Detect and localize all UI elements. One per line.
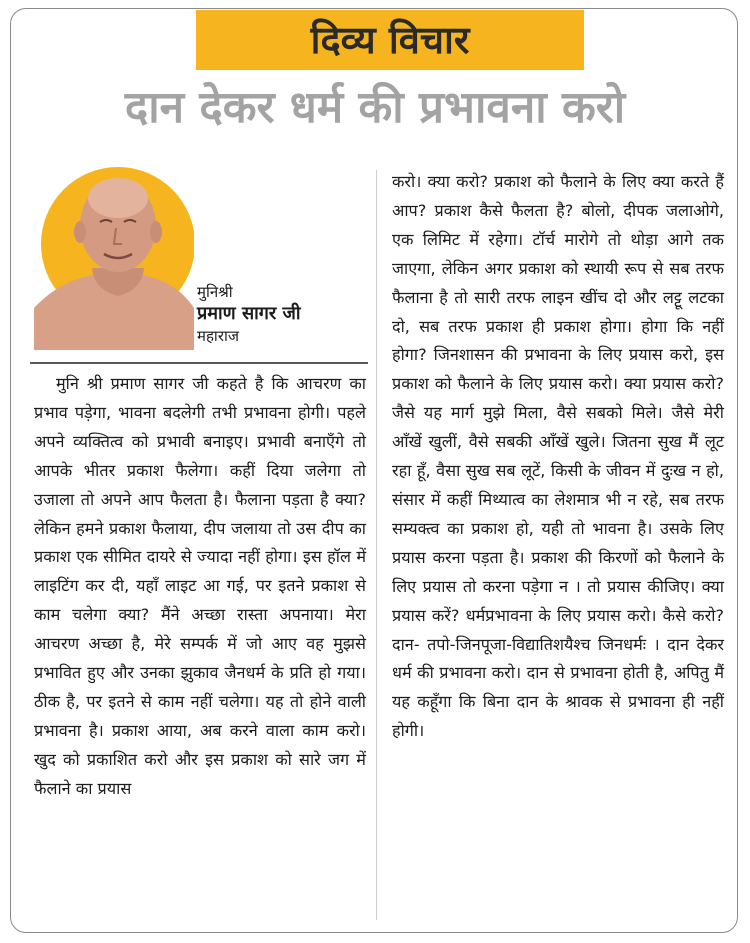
author-name: प्रमाण सागर जी <box>197 303 301 324</box>
author-portrait <box>34 158 194 350</box>
section-banner <box>196 10 584 70</box>
author-photo <box>34 158 194 350</box>
article-body-right-column: करो। क्या करो? प्रकाश को फैलाने के लिए क्या करते हैं आप? प्रकाश कैसे फैलता है? बोलो, दीपक जलाओगे, एक लिमिट में रहेगा। टॉर्च मारोगे तो थोड़ा आगे तक जाएगा, लेकिन अगर प्रकाश को स्थायी रूप से सब तरफ फैलाना है तो सारी तरफ लाइन खींच दो और लट्टू लटका दो, सब तरफ प्रकाश ही प्रकाश होगा। होगा कि नहीं होगा? जिनशासन की प्रभावना के लिए प्रयास करो, इस प्रकाश को फैलाने के लिए प्रयास करो। क्या प्रयास करो? जैसे यह मार्ग मुझे मिला, वैसे सबको मिले। जैसे मेरी आँखें खुलीं, वैसे सबकी आँखें खुले। जितना सुख मैं लूट रहा हूँ, वैसा सुख सब लूटें, किसी के जीवन में दुःख न हो, संसार में कहीं मिथ्यात्व का लेशमात्र भी न रहे, सब तरफ सम्यक्त्व का प्रकाश हो, यही तो भावना है। उसके लिए प्रयास करना पड़ता है। प्रकाश की किरणों को फैलाने के लिए प्रयास तो करना पड़ेगा न । तो प्रयास कीजिए। क्या प्रयास करें? धर्मप्रभावना के लिए प्रयास करो। कैसे करो? दान- तपो-जिनपूजा-विद्यातिशयैश्च जिनधर्मः । दान देकर धर्म की प्रभावना करो। दान से प्रभावना होती है, अपितु मैं यह कहूँगा कि बिना दान के श्रावक से प्रभावना ही नहीं होगी। <box>392 172 724 741</box>
section-title: दिव्य विचार <box>310 18 470 62</box>
author-prefix: मुनिश्री <box>197 283 233 301</box>
author-byline <box>197 282 367 346</box>
author-suffix: महाराज <box>197 327 239 345</box>
article-body-left-column: मुनि श्री प्रमाण सागर जी कहते है कि आचरण का प्रभाव पड़ेगा, भावना बदलेगी तभी प्रभावना होगी। पहले अपने व्यक्तित्व को प्रभावी बनाइए। प्रभावी बनाएँगे तो आपके भीतर प्रकाश फैलेगा। कहीं दिया जलेगा तो उजाला तो अपने आप फैलता है। फैलाना पड़ता है क्या? लेकिन हमने प्रकाश फैलाया, दीप जलाया तो उस दीप का प्रकाश एक सीमित दायरे से ज्यादा नहीं होगा। इस हॉल में लाइटिंग कर दी, यहाँ लाइट आ गई, पर इतने प्रकाश से काम चलेगा क्या? मैंने अच्छा रास्ता अपनाया। मेरा आचरण अच्छा है, मेरे सम्पर्क में जो आए वह मुझसे प्रभावित हुए और उनका झुकाव जैनधर्म के प्रति हो गया। ठीक है, पर इतने से काम नहीं चलेगा। यह तो होने वाली प्रभावना है। प्रकाश आया, अब करने वाला काम करो। खुद को प्रकाशित करो और इस प्रकाश को सारे जग में फैलाने का प्रयास <box>34 374 366 798</box>
column-divider <box>376 170 377 920</box>
byline-divider <box>30 362 368 364</box>
article-headline: दान देकर धर्म की प्रभावना करो <box>124 82 626 133</box>
